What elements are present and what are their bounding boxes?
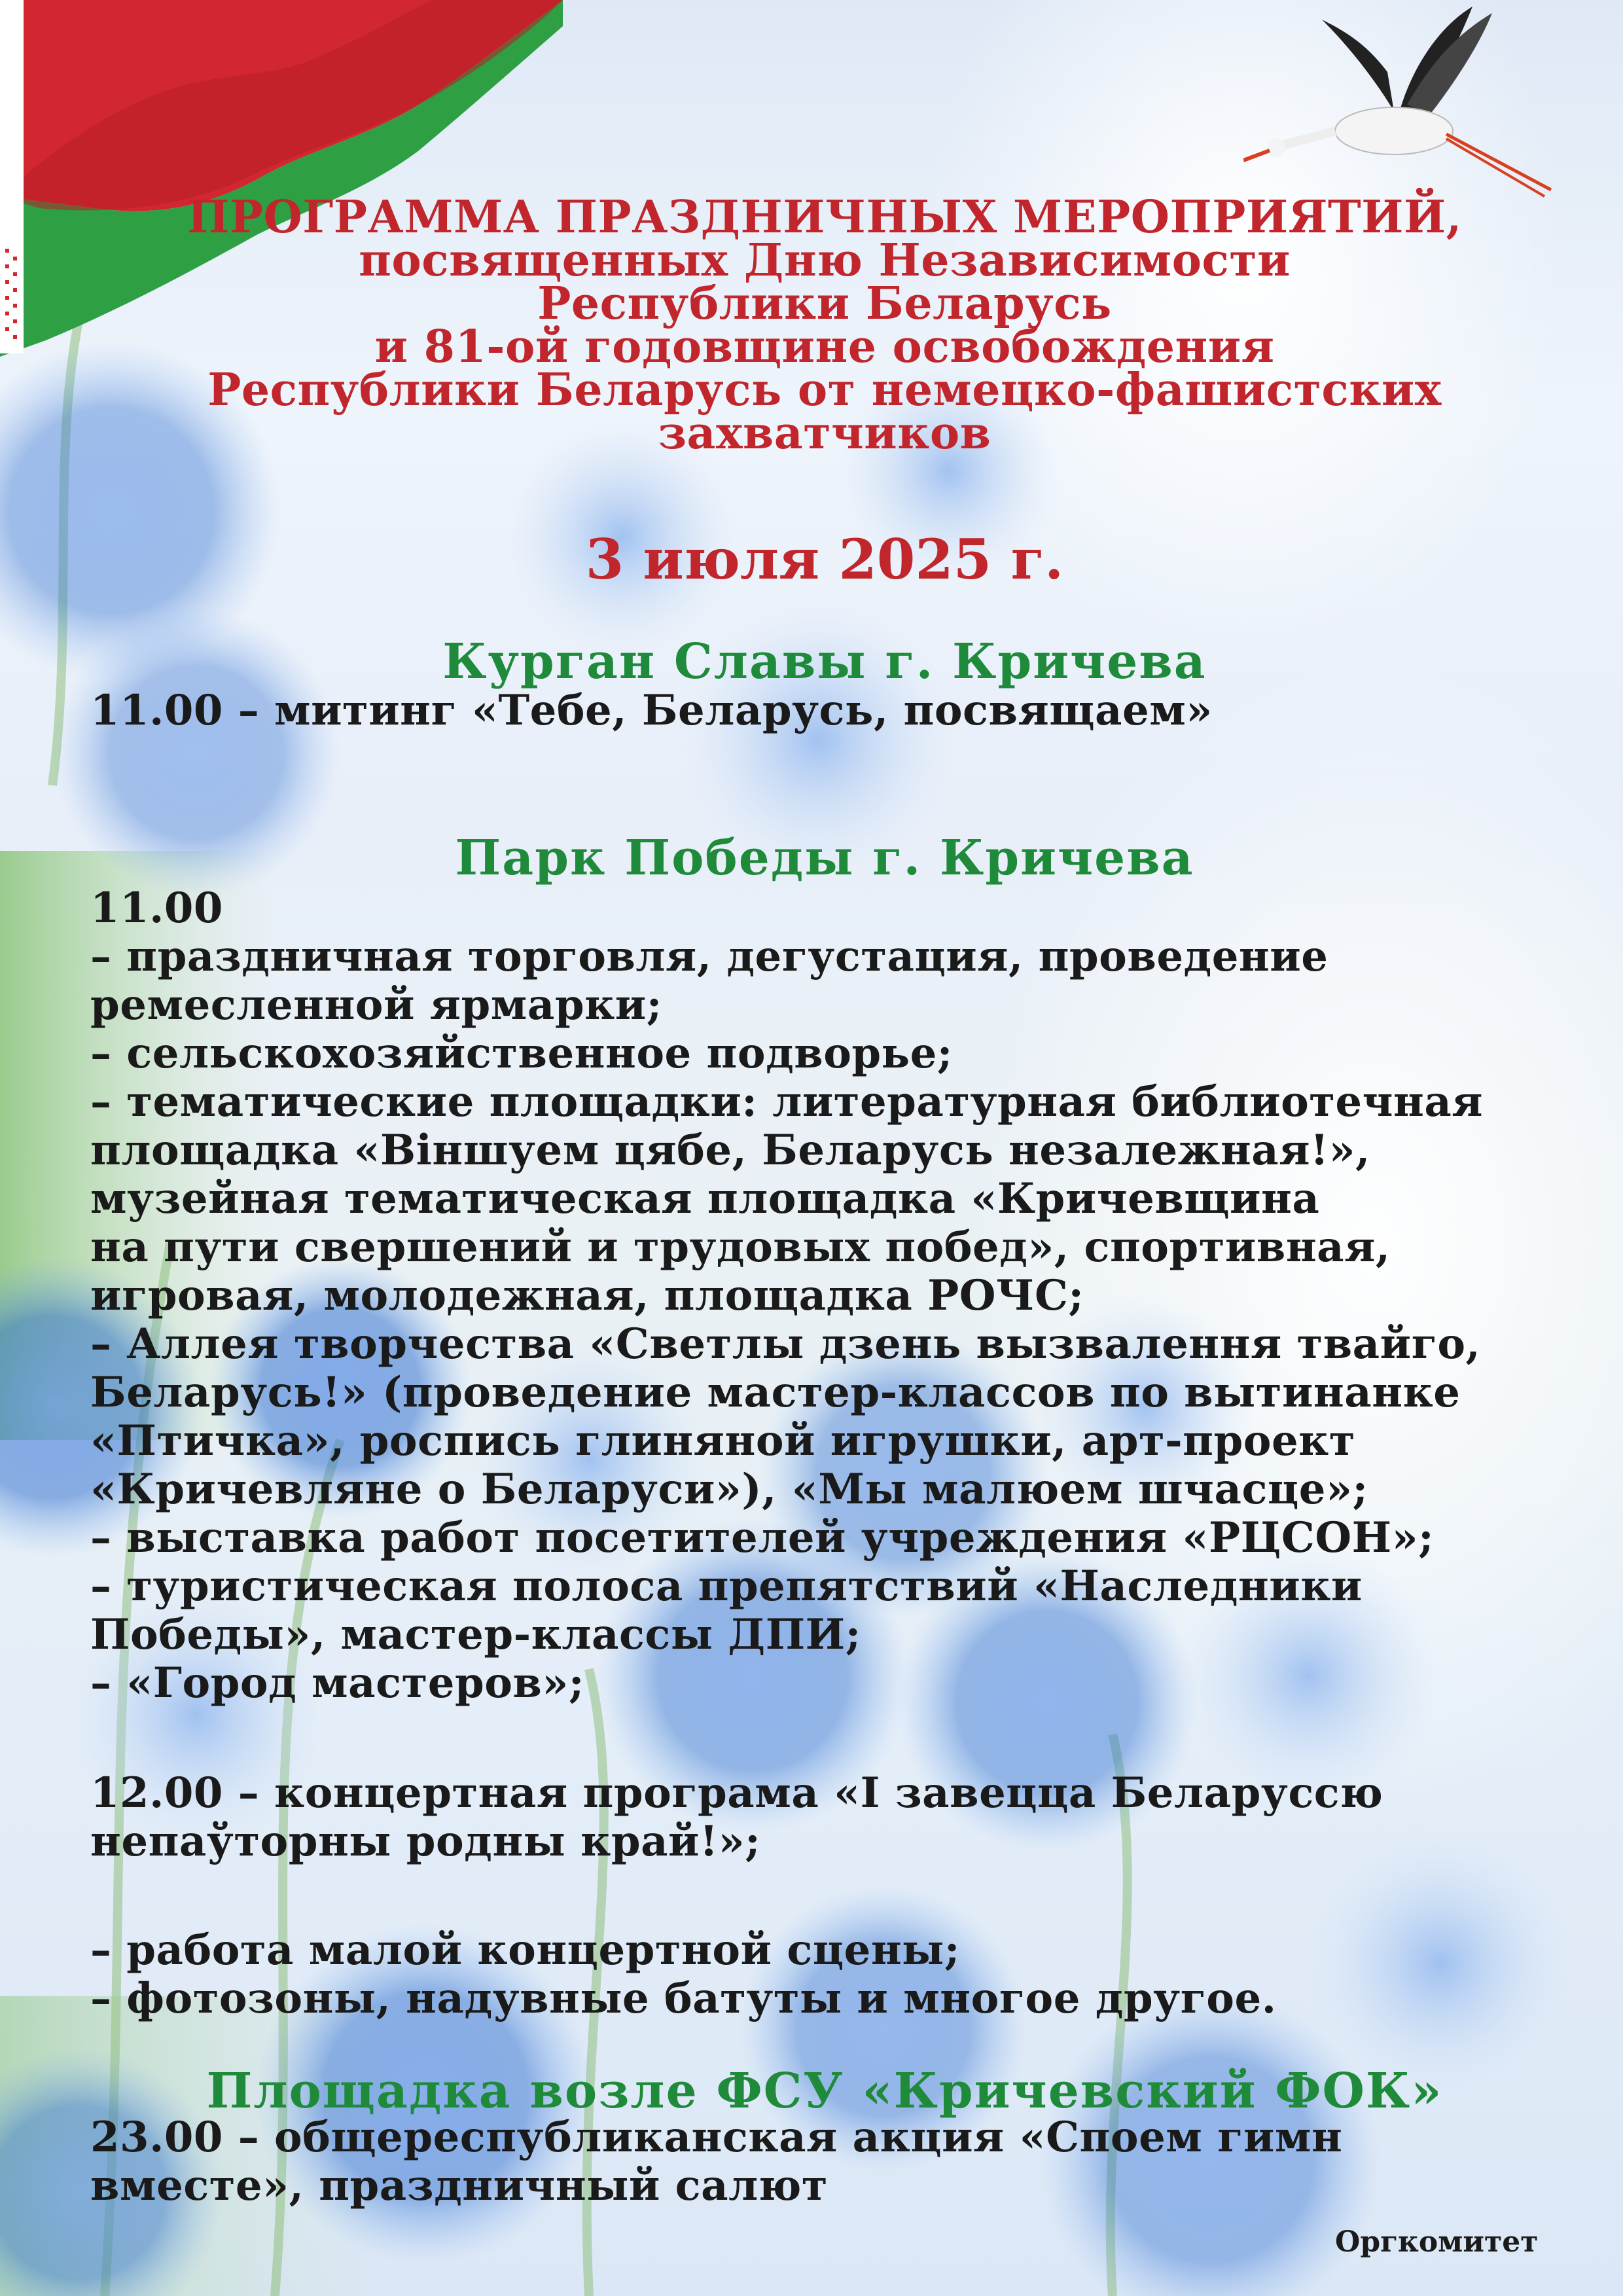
title-line-4: и 81-ой годовщине освобождения xyxy=(374,321,1275,373)
venue-heading-fok: Площадка возле ФСУ «Кричевский ФОК» xyxy=(206,2063,1443,2119)
schedule-line: на пути свершений и трудовых побед», спортивная, xyxy=(90,1223,1391,1272)
schedule-line: 23.00 – общереспубликанская акция «Споем гимн xyxy=(90,2113,1343,2162)
schedule-line: 11.00 – митинг «Тебе, Беларусь, посвящаем» xyxy=(90,686,1213,735)
title-line-2: посвященных Дню Независимости xyxy=(359,234,1291,287)
schedule-line: музейная тематическая площадка «Кричевщина xyxy=(90,1174,1320,1223)
venue-heading-kurgan: Курган Славы г. Кричева xyxy=(442,634,1207,690)
schedule-line: 12.00 – концертная програма «І завецца Беларуссю xyxy=(90,1768,1383,1818)
event-date: 3 июля 2025 г. xyxy=(585,527,1064,592)
stork-icon xyxy=(1243,0,1558,203)
schedule-line: вместе», праздничный салют xyxy=(90,2161,828,2210)
schedule-line: – сельскохозяйственное подворье; xyxy=(90,1029,953,1078)
schedule-line: – Аллея творчества «Светлы дзень вызвалення твайго, xyxy=(90,1319,1481,1369)
title-line-5: Республики Беларусь от немецко-фашистских xyxy=(207,364,1442,416)
schedule-line: Беларусь!» (проведение мастер-классов по вытинанке xyxy=(90,1368,1461,1417)
schedule-line: ремесленной ярмарки; xyxy=(90,980,662,1030)
title-line-1: ПРОГРАММА ПРАЗДНИЧНЫХ МЕРОПРИЯТИЙ, xyxy=(187,191,1462,243)
venue-heading-park: Парк Победы г. Кричева xyxy=(455,830,1194,886)
schedule-line: площадка «Віншуем цябе, Беларусь незалежная!», xyxy=(90,1126,1370,1175)
schedule-line: – выставка работ посетителей учреждения «РЦСОН»; xyxy=(90,1513,1435,1562)
schedule-line: Победы», мастер-классы ДПИ; xyxy=(90,1610,861,1659)
title-line-3: Республики Беларусь xyxy=(537,278,1112,330)
schedule-line: непаўторны родны край!»; xyxy=(90,1817,761,1866)
schedule-line: – работа малой концертной сцены; xyxy=(90,1926,960,1975)
organizer-signature: Оргкомитет xyxy=(1335,2225,1539,2259)
schedule-line: – «Город мастеров»; xyxy=(90,1659,584,1708)
schedule-line: – фотозоны, надувные батуты и многое другое. xyxy=(90,1974,1277,2023)
schedule-line: 11.00 xyxy=(90,884,223,933)
schedule-line: «Кричевляне о Беларуси»), «Мы малюем шчасце»; xyxy=(90,1465,1368,1514)
schedule-line: игровая, молодежная, площадка РОЧС; xyxy=(90,1271,1084,1320)
schedule-line: «Птичка», роспись глиняной игрушки, арт-проект xyxy=(90,1416,1356,1465)
title-line-6: захватчиков xyxy=(658,407,991,459)
schedule-line: – туристическая полоса препятствий «Наследники xyxy=(90,1562,1363,1611)
schedule-line: – праздничная торговля, дегустация, проведение xyxy=(90,932,1329,981)
schedule-line: – тематические площадки: литературная библиотечная xyxy=(90,1077,1484,1126)
